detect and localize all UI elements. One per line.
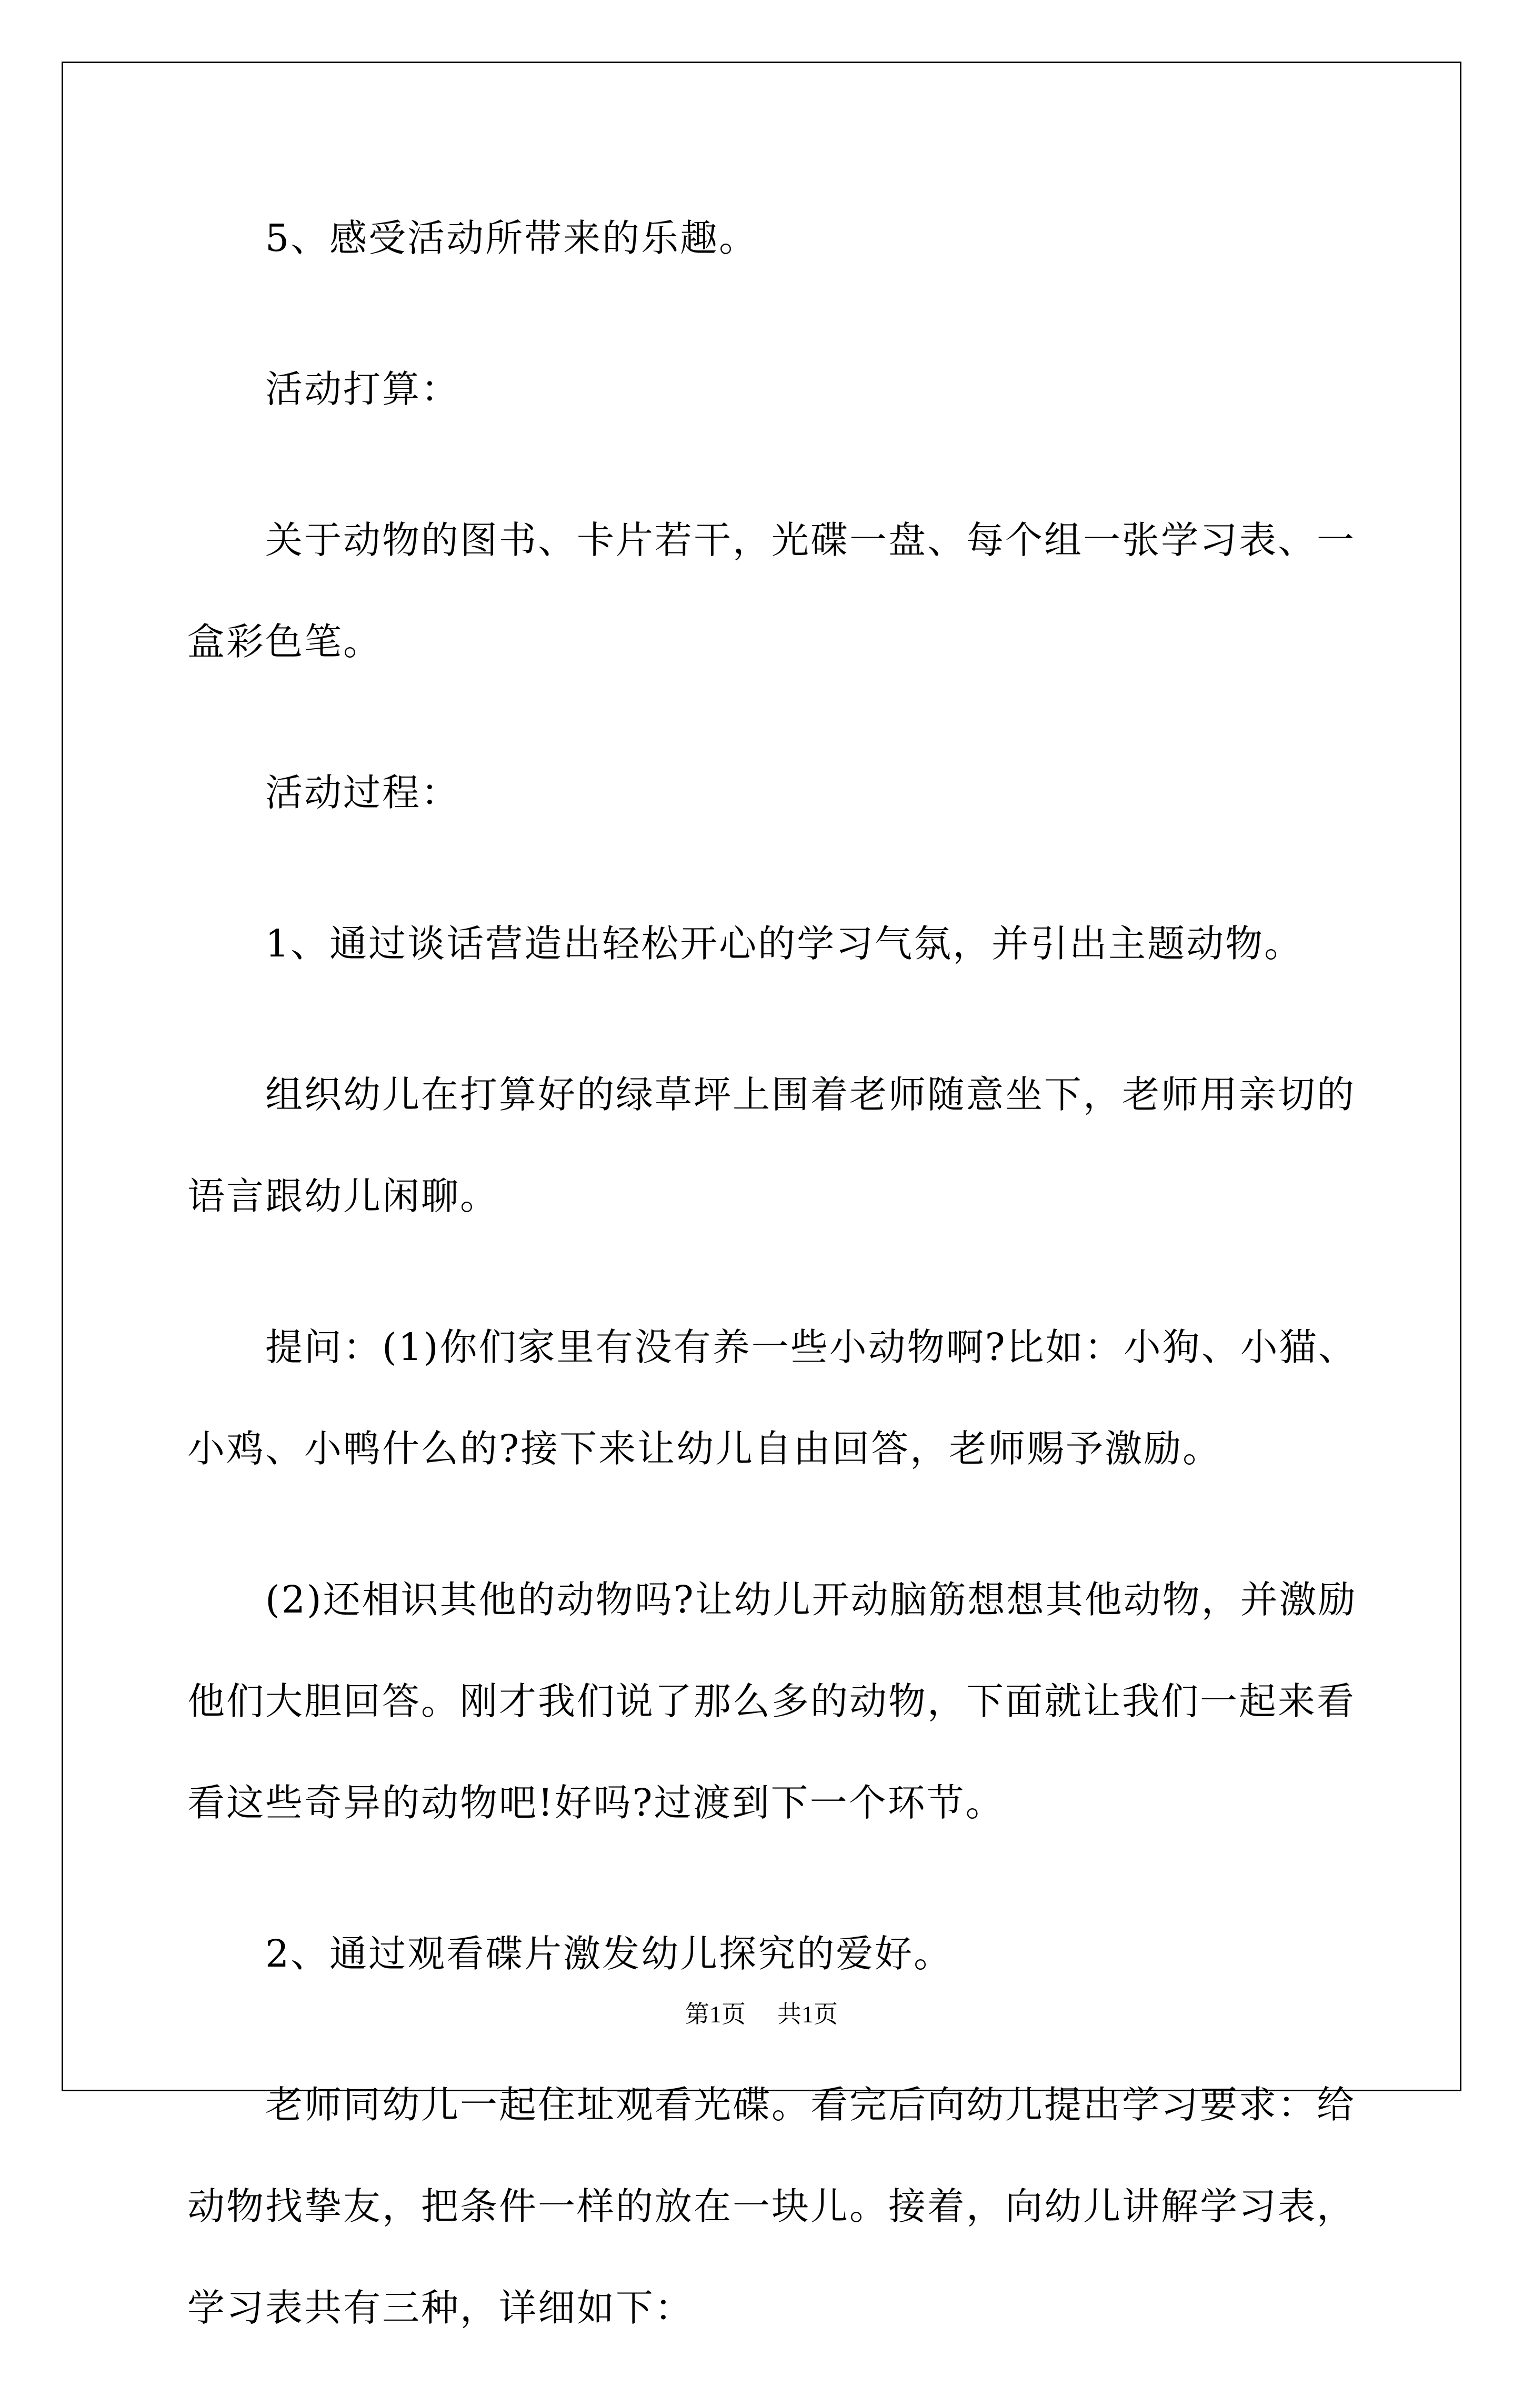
- text-line: 活动打算：: [265, 367, 460, 411]
- text-line: 1、通过谈话营造出轻松开心的学习气氛，并引出主题动物。: [265, 922, 1304, 965]
- paragraph: [187, 1044, 1356, 1247]
- text-line: 盒彩色笔。: [187, 620, 383, 663]
- text-line: 学习表共有三种，详细如下：: [187, 2286, 694, 2330]
- text-line: 关于动物的图书、卡片若干，光碟一盘、每个组一张学习表、一: [265, 518, 1356, 562]
- text-line: 老师同幼儿一起住址观看光碟。看完后向幼儿提出学习要求：给: [265, 2083, 1356, 2127]
- paragraph: [187, 489, 1356, 692]
- page-number-current: 第1页: [685, 2001, 746, 2028]
- document-body: [187, 187, 1357, 2408]
- paragraph: [187, 338, 1340, 440]
- paragraph: [187, 187, 1340, 289]
- text-line: 活动过程：: [265, 771, 460, 814]
- page-number-total: 共1页: [777, 2001, 838, 2028]
- text-line: 5、感受活动所带来的乐趣。: [265, 216, 758, 260]
- paragraph: [187, 2054, 1356, 2359]
- text-line: 他们大胆回答。刚才我们说了那么多的动物，下面就让我们一起来看: [187, 1679, 1356, 1723]
- paragraph: [187, 1903, 1340, 2004]
- paragraph: [187, 893, 1340, 994]
- paragraph: [187, 1296, 1357, 1499]
- text-line: 动物找挚友，把条件一样的放在一块儿。接着，向幼儿讲解学习表，: [187, 2184, 1356, 2228]
- page-footer: [0, 1995, 1523, 2030]
- text-line: 组织幼儿在打算好的绿草坪上围着老师随意坐下，老师用亲切的: [265, 1073, 1356, 1116]
- text-line: 提问：(1)你们家里有没有养一些小动物啊?比如：小狗、小猫、: [265, 1325, 1357, 1369]
- paragraph: [187, 742, 1340, 843]
- text-line: (2)还相识其他的动物吗?让幼儿开动脑筋想想其他动物，并激励: [265, 1578, 1357, 1621]
- text-line: 语言跟幼儿闲聊。: [187, 1174, 499, 1218]
- text-line: 小鸡、小鸭什么的?接下来让幼儿自由回答，老师赐予激励。: [187, 1427, 1222, 1470]
- paragraph: [187, 1549, 1357, 1853]
- text-line: 看这些奇异的动物吧!好吗?过渡到下一个环节。: [187, 1781, 1005, 1825]
- text-line: 2、通过观看碟片激发幼儿探究的爱好。: [265, 1932, 953, 1976]
